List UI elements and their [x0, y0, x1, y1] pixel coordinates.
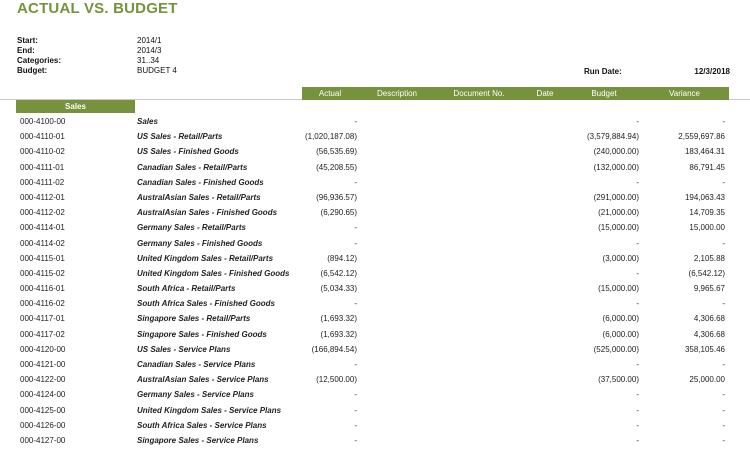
- table-row: [0, 296, 750, 311]
- actual-value: (894.12): [327, 253, 357, 263]
- variance-value: 14,709.35: [689, 208, 725, 218]
- account-description: Canadian Sales - Retail/Parts: [137, 162, 248, 172]
- table-row: [0, 342, 750, 357]
- actual-value: -: [354, 238, 357, 248]
- account-description: United Kingdom Sales - Retail/Parts: [137, 253, 274, 263]
- budget-value: (15,000.00): [598, 223, 639, 233]
- actual-value: -: [354, 223, 357, 233]
- budget-value: (525,000.00): [593, 344, 639, 354]
- run-date-value: 12/3/2018: [694, 67, 730, 76]
- table-row: [0, 114, 750, 129]
- account-number: 000-4124-00: [20, 390, 66, 400]
- param-value: 31..34: [137, 56, 160, 65]
- param-categories: [17, 56, 177, 66]
- actual-value: -: [354, 405, 357, 415]
- report-parameters: [17, 36, 177, 76]
- account-number: 000-4116-02: [20, 299, 65, 309]
- account-number: 000-4126-00: [20, 420, 66, 430]
- budget-value: -: [636, 299, 639, 309]
- table-row: [0, 144, 750, 159]
- budget-value: (6,000.00): [602, 314, 639, 324]
- actual-value: (12,500.00): [316, 375, 357, 385]
- param-value: 2014/1: [137, 36, 162, 45]
- account-number: 000-4125-00: [20, 405, 66, 415]
- table-row: [0, 357, 750, 372]
- account-description: AustralAsian Sales - Finished Goods: [137, 208, 278, 218]
- actual-value: (6,290.65): [320, 208, 357, 218]
- account-number: 000-4127-00: [20, 435, 66, 445]
- param-label: End:: [17, 46, 35, 55]
- variance-value: -: [722, 405, 725, 415]
- account-number: 000-4117-02: [20, 329, 65, 339]
- account-description: Sales: [137, 117, 158, 126]
- actual-value: (45,208.55): [316, 162, 357, 172]
- actual-value: -: [354, 420, 357, 430]
- actual-value: (96,936.57): [316, 192, 357, 202]
- column-header-actual: Actual: [318, 89, 342, 98]
- variance-value: 9,965.67: [693, 284, 725, 294]
- variance-value: 25,000.00: [689, 375, 725, 385]
- account-description: Germany Sales - Finished Goods: [137, 238, 263, 248]
- table-row: [0, 311, 750, 326]
- report-rows: [0, 114, 750, 448]
- variance-value: -: [722, 117, 725, 126]
- table-row: [0, 387, 750, 402]
- budget-value: (291,000.00): [593, 192, 639, 202]
- run-date-label: Run Date:: [584, 67, 622, 76]
- account-description: South Africa Sales - Service Plans: [137, 420, 267, 430]
- variance-value: 2,105.88: [693, 253, 725, 263]
- account-number: 000-4115-01: [20, 253, 65, 263]
- variance-value: 183,464.31: [684, 147, 725, 157]
- variance-value: 4,306.68: [693, 314, 725, 324]
- actual-value: -: [354, 390, 357, 400]
- param-start: [17, 36, 177, 46]
- variance-value: 15,000.00: [689, 223, 725, 233]
- param-label: Categories:: [17, 56, 62, 65]
- account-description: US Sales - Finished Goods: [137, 147, 239, 157]
- account-description: US Sales - Retail/Parts: [137, 132, 223, 142]
- column-header-variance: Variance: [669, 89, 700, 98]
- account-number: 000-4120-00: [20, 344, 66, 354]
- table-row: [0, 236, 750, 251]
- account-number: 000-4117-01: [20, 314, 65, 324]
- table-row: [0, 266, 750, 281]
- account-description: South Africa Sales - Finished Goods: [137, 299, 275, 309]
- budget-value: -: [636, 390, 639, 400]
- account-number: 000-4111-01: [20, 162, 65, 172]
- account-description: Germany Sales - Service Plans: [137, 390, 254, 400]
- account-number: 000-4112-02: [20, 208, 65, 218]
- account-number: 000-4112-01: [20, 192, 65, 202]
- budget-value: (132,000.00): [593, 162, 639, 172]
- table-row: [0, 372, 750, 387]
- column-header-bar: [302, 87, 729, 100]
- table-row: [0, 205, 750, 220]
- budget-value: -: [636, 117, 639, 126]
- variance-value: -: [722, 420, 725, 430]
- table-row: [0, 327, 750, 342]
- variance-value: -: [722, 360, 725, 369]
- actual-value: -: [354, 117, 357, 126]
- budget-value: -: [636, 238, 639, 248]
- account-description: US Sales - Service Plans: [137, 344, 231, 354]
- account-description: United Kingdom Sales - Finished Goods: [137, 268, 290, 278]
- table-row: [0, 433, 750, 448]
- account-number: 000-4100-00: [20, 117, 66, 126]
- account-description: Singapore Sales - Service Plans: [137, 435, 259, 445]
- account-description: AustralAsian Sales - Retail/Parts: [137, 192, 261, 202]
- variance-value: -: [722, 177, 725, 187]
- param-label: Budget:: [17, 66, 48, 75]
- account-number: 000-4111-02: [20, 177, 65, 187]
- budget-value: -: [636, 360, 639, 369]
- account-description: AustralAsian Sales - Service Plans: [137, 375, 269, 385]
- variance-value: 86,791.45: [689, 162, 725, 172]
- variance-value: 4,306.68: [693, 329, 725, 339]
- variance-value: -: [722, 299, 725, 309]
- account-number: 000-4116-01: [20, 284, 65, 294]
- budget-value: (6,000.00): [602, 329, 639, 339]
- variance-value: 2,559,697.86: [678, 132, 725, 142]
- budget-value: (3,579,884.94): [586, 132, 639, 142]
- section-header-sales: Sales: [16, 100, 135, 113]
- actual-value: (166,894.54): [311, 344, 357, 354]
- column-header-document-no: Document No.: [453, 89, 505, 98]
- account-number: 000-4114-02: [20, 238, 65, 248]
- account-number: 000-4115-02: [20, 268, 65, 278]
- budget-value: (240,000.00): [593, 147, 639, 157]
- account-description: South Africa - Retail/Parts: [137, 284, 236, 294]
- budget-value: -: [636, 435, 639, 445]
- account-number: 000-4110-01: [20, 132, 65, 142]
- param-budget: [17, 66, 177, 76]
- budget-value: (3,000.00): [602, 253, 639, 263]
- table-row: [0, 160, 750, 175]
- account-description: Singapore Sales - Retail/Parts: [137, 314, 251, 324]
- actual-value: -: [354, 177, 357, 187]
- actual-value: (56,535.69): [316, 147, 357, 157]
- param-label: Start:: [17, 36, 38, 45]
- column-header-date: Date: [536, 89, 554, 98]
- variance-value: 358,105.46: [684, 344, 725, 354]
- report-title: ACTUAL VS. BUDGET: [17, 0, 178, 17]
- account-description: Singapore Sales - Finished Goods: [137, 329, 267, 339]
- budget-value: (37,500.00): [598, 375, 639, 385]
- actual-value: (1,693.32): [320, 329, 357, 339]
- account-description: United Kingdom Sales - Service Plans: [137, 405, 282, 415]
- table-row: [0, 281, 750, 296]
- budget-value: (15,000.00): [598, 284, 639, 294]
- account-number: 000-4110-02: [20, 147, 65, 157]
- param-end: [17, 46, 177, 56]
- variance-value: -: [722, 238, 725, 248]
- variance-value: (6,542.12): [688, 268, 725, 278]
- variance-value: 194,063.43: [684, 192, 725, 202]
- budget-value: (21,000.00): [598, 208, 639, 218]
- account-number: 000-4122-00: [20, 375, 66, 385]
- budget-value: -: [636, 177, 639, 187]
- actual-value: (6,542.12): [320, 268, 357, 278]
- actual-value: -: [354, 299, 357, 309]
- variance-value: -: [722, 390, 725, 400]
- variance-value: -: [722, 435, 725, 445]
- table-row: [0, 418, 750, 433]
- table-row: [0, 220, 750, 235]
- table-row: [0, 175, 750, 190]
- budget-value: -: [636, 420, 639, 430]
- account-description: Canadian Sales - Service Plans: [137, 360, 256, 369]
- column-header-description: Description: [376, 89, 417, 98]
- param-value: 2014/3: [137, 46, 162, 55]
- actual-value: (1,693.32): [320, 314, 357, 324]
- account-number: 000-4114-01: [20, 223, 65, 233]
- table-row: [0, 251, 750, 266]
- actual-value: (5,034.33): [320, 284, 357, 294]
- budget-value: -: [636, 268, 639, 278]
- budget-value: -: [636, 405, 639, 415]
- column-header-budget: Budget: [591, 89, 617, 98]
- account-description: Canadian Sales - Finished Goods: [137, 177, 264, 187]
- account-number: 000-4121-00: [20, 360, 66, 369]
- table-row: [0, 190, 750, 205]
- actual-value: -: [354, 435, 357, 445]
- table-row: [0, 403, 750, 418]
- actual-value: -: [354, 360, 357, 369]
- account-description: Germany Sales - Retail/Parts: [137, 223, 246, 233]
- actual-value: (1,020,187.08): [304, 132, 357, 142]
- table-row: [0, 129, 750, 144]
- param-value: BUDGET 4: [137, 66, 177, 75]
